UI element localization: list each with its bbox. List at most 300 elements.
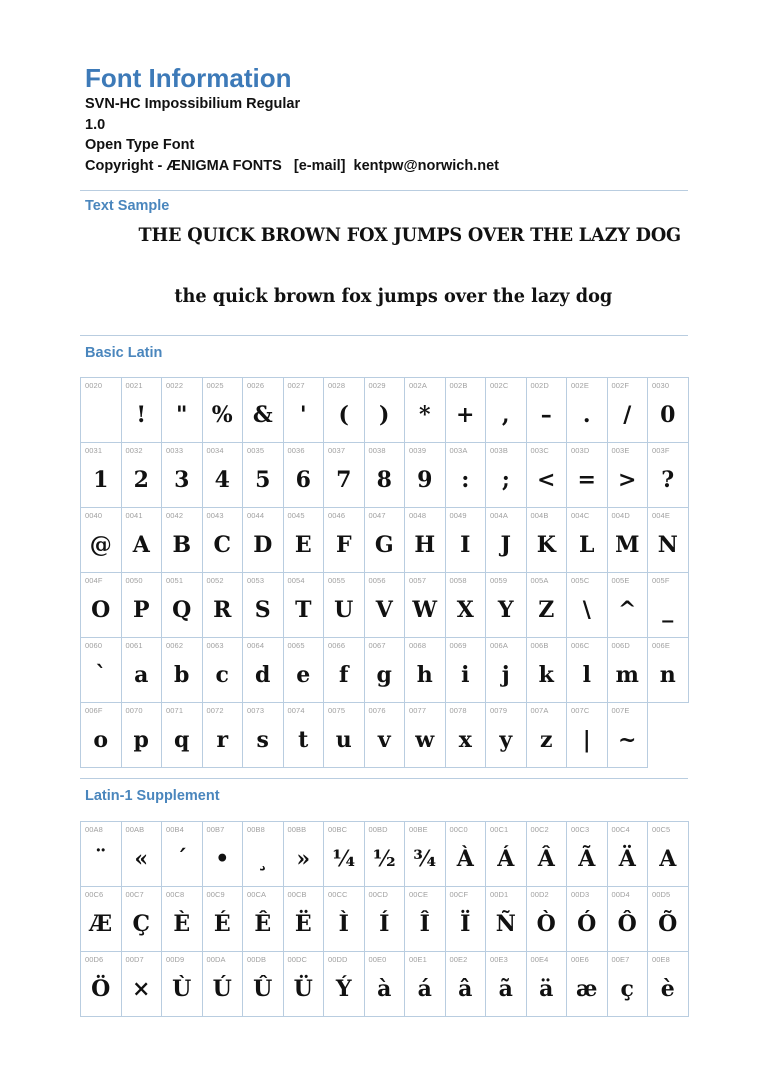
codepoint-label: 005E <box>611 576 630 585</box>
codepoint-label: 0074 <box>287 706 305 715</box>
codepoint-label: 00E4 <box>530 955 549 964</box>
codepoint-label: 00C8 <box>166 890 185 899</box>
glyph-cell <box>527 508 568 573</box>
glyph-preview: Ï <box>460 911 471 937</box>
glyph-cell <box>648 443 689 508</box>
glyph-preview: Õ <box>658 911 678 937</box>
glyph-cell <box>446 638 487 703</box>
codepoint-label: 002A <box>409 381 427 390</box>
glyph-preview: Ì <box>338 911 349 937</box>
glyph-cell <box>162 822 203 887</box>
glyph-cell <box>162 508 203 573</box>
glyph-cell <box>486 887 527 952</box>
glyph-preview: á <box>417 976 432 1002</box>
glyph-cell <box>243 887 284 952</box>
font-version: 1.0 <box>85 116 106 133</box>
codepoint-label: 0034 <box>206 446 224 455</box>
glyph-cell <box>284 822 325 887</box>
glyph-preview: ½ <box>372 846 396 872</box>
glyph-preview: K <box>536 532 556 558</box>
codepoint-label: 00DB <box>247 955 267 964</box>
glyph-cell <box>486 573 527 638</box>
glyph-cell <box>527 887 568 952</box>
glyph-preview: c <box>215 662 229 688</box>
codepoint-label: 004F <box>85 576 103 585</box>
codepoint-label: 003C <box>530 446 549 455</box>
glyph-preview: Ò <box>536 911 556 937</box>
codepoint-label: 00E0 <box>368 955 387 964</box>
codepoint-label: 00E1 <box>409 955 427 964</box>
glyph-preview: É <box>213 911 231 937</box>
glyph-cell <box>162 638 203 703</box>
codepoint-label: 004C <box>571 511 590 520</box>
glyph-cell <box>81 443 122 508</box>
codepoint-label: 00BB <box>287 825 307 834</box>
codepoint-label: 00C9 <box>206 890 225 899</box>
glyph-preview: q <box>174 727 190 753</box>
codepoint-label: 0047 <box>368 511 386 520</box>
codepoint-label: 0040 <box>85 511 103 520</box>
glyph-preview: z <box>540 727 553 753</box>
glyph-cell <box>284 443 325 508</box>
glyph-cell <box>324 378 365 443</box>
glyph-cell <box>486 443 527 508</box>
glyph-cell <box>527 638 568 703</box>
glyph-cell <box>405 952 446 1017</box>
page-title: Font Information <box>85 63 292 93</box>
codepoint-label: 003E <box>611 446 630 455</box>
codepoint-label: 0055 <box>328 576 346 585</box>
codepoint-label: 0038 <box>368 446 386 455</box>
codepoint-label: 0072 <box>206 706 224 715</box>
codepoint-label: 0058 <box>449 576 467 585</box>
glyph-cell <box>365 638 406 703</box>
glyph-cell <box>324 952 365 1017</box>
glyph-cell <box>405 443 446 508</box>
glyph-cell <box>162 703 203 768</box>
codepoint-label: 00CA <box>247 890 267 899</box>
codepoint-label: 0032 <box>125 446 143 455</box>
glyph-preview: Ã <box>578 846 596 872</box>
codepoint-label: 0021 <box>125 381 143 390</box>
glyph-preview: a <box>134 662 149 688</box>
glyph-cell <box>527 378 568 443</box>
codepoint-label: 00A8 <box>85 825 103 834</box>
glyph-cell <box>648 508 689 573</box>
codepoint-label: 0025 <box>206 381 224 390</box>
glyph-preview: Ç <box>132 911 150 937</box>
codepoint-label: 006D <box>611 641 630 650</box>
glyph-preview: Û <box>253 976 273 1002</box>
codepoint-label: 0043 <box>206 511 224 520</box>
glyph-cell <box>608 887 649 952</box>
glyph-cell <box>122 443 163 508</box>
glyph-preview: Z <box>538 597 555 623</box>
glyph-cell <box>203 887 244 952</box>
glyph-cell <box>81 573 122 638</box>
glyph-grid-basic-latin <box>80 377 689 768</box>
glyph-preview: ç <box>620 976 634 1002</box>
glyph-preview: ¨ <box>95 846 107 872</box>
glyph-cell <box>284 703 325 768</box>
glyph-preview: _ <box>662 597 674 623</box>
glyph-preview: * <box>418 402 431 428</box>
glyph-cell <box>608 638 649 703</box>
glyph-cell <box>405 887 446 952</box>
glyph-preview: 6 <box>295 467 311 493</box>
glyph-cell <box>203 573 244 638</box>
glyph-cell <box>608 443 649 508</box>
glyph-cell <box>608 703 649 768</box>
codepoint-label: 00D3 <box>571 890 590 899</box>
glyph-cell <box>284 952 325 1017</box>
codepoint-label: 00C6 <box>85 890 104 899</box>
glyph-preview: Ó <box>577 911 597 937</box>
codepoint-label: 0075 <box>328 706 346 715</box>
font-copyright: Copyright - ÆNIGMA FONTS [e-mail] kentpw@norwich.net <box>85 157 499 174</box>
codepoint-label: 007E <box>611 706 630 715</box>
codepoint-label: 0020 <box>85 381 103 390</box>
glyph-preview: n <box>659 662 676 688</box>
glyph-preview: R <box>213 597 232 623</box>
codepoint-label: 0048 <box>409 511 427 520</box>
glyph-preview: " <box>176 402 188 428</box>
codepoint-label: 0041 <box>125 511 143 520</box>
glyph-cell <box>122 952 163 1017</box>
codepoint-label: 006A <box>490 641 508 650</box>
glyph-preview: – <box>540 402 552 428</box>
divider <box>80 190 688 191</box>
codepoint-label: 0036 <box>287 446 305 455</box>
glyph-preview: ? <box>661 467 675 493</box>
glyph-preview: Ù <box>172 976 192 1002</box>
codepoint-label: 004A <box>490 511 508 520</box>
codepoint-label: 0045 <box>287 511 305 520</box>
codepoint-label: 00C2 <box>530 825 549 834</box>
glyph-cell <box>162 378 203 443</box>
glyph-cell <box>648 887 689 952</box>
codepoint-label: 00C3 <box>571 825 590 834</box>
glyph-cell <box>486 822 527 887</box>
glyph-preview: â <box>458 976 473 1002</box>
codepoint-label: 00DC <box>287 955 308 964</box>
codepoint-label: 00E2 <box>449 955 468 964</box>
glyph-preview: 1 <box>93 467 109 493</box>
glyph-cell <box>365 508 406 573</box>
glyph-preview: N <box>657 532 678 558</box>
codepoint-label: 00CE <box>409 890 429 899</box>
codepoint-label: 005A <box>530 576 549 585</box>
glyph-cell <box>405 508 446 573</box>
codepoint-label: 0065 <box>287 641 305 650</box>
glyph-preview: / <box>623 402 632 428</box>
glyph-preview: 2 <box>133 467 149 493</box>
sample-uppercase: THE QUICK BROWN FOX JUMPS OVER THE LAZY DOG <box>138 224 681 246</box>
glyph-cell <box>122 378 163 443</box>
glyph-cell <box>608 573 649 638</box>
glyph-preview: D <box>253 532 273 558</box>
glyph-preview: i <box>461 662 470 688</box>
codepoint-label: 0022 <box>166 381 184 390</box>
glyph-cell <box>203 822 244 887</box>
glyph-preview: + <box>456 402 475 428</box>
glyph-cell <box>162 887 203 952</box>
codepoint-label: 0060 <box>85 641 103 650</box>
glyph-preview: ( <box>338 402 349 428</box>
glyph-preview: ! <box>136 402 147 428</box>
glyph-cell <box>648 952 689 1017</box>
glyph-cell <box>243 822 284 887</box>
glyph-preview: : <box>461 467 470 493</box>
glyph-cell <box>648 573 689 638</box>
glyph-preview: s <box>256 727 269 753</box>
glyph-preview: W <box>412 597 438 623</box>
glyph-cell <box>527 822 568 887</box>
glyph-cell <box>203 443 244 508</box>
glyph-preview: m <box>615 662 639 688</box>
glyph-preview: P <box>132 597 150 623</box>
glyph-cell <box>203 378 244 443</box>
glyph-cell <box>284 573 325 638</box>
codepoint-label: 0030 <box>652 381 670 390</box>
glyph-cell <box>608 508 649 573</box>
glyph-cell <box>446 887 487 952</box>
codepoint-label: 00C5 <box>652 825 671 834</box>
codepoint-label: 0061 <box>125 641 143 650</box>
glyph-preview: Ü <box>293 976 313 1002</box>
glyph-cell <box>446 952 487 1017</box>
glyph-preview: Ú <box>212 976 232 1002</box>
codepoint-label: 005F <box>652 576 670 585</box>
glyph-preview: A <box>132 532 150 558</box>
codepoint-label: 003F <box>652 446 670 455</box>
glyph-cell <box>203 638 244 703</box>
codepoint-label: 0052 <box>206 576 224 585</box>
glyph-cell <box>486 638 527 703</box>
glyph-cell <box>446 573 487 638</box>
glyph-preview: à <box>377 976 392 1002</box>
glyph-cell <box>567 887 608 952</box>
codepoint-label: 0076 <box>368 706 386 715</box>
glyph-cell <box>405 638 446 703</box>
glyph-cell <box>243 508 284 573</box>
glyph-cell <box>203 703 244 768</box>
glyph-cell <box>567 952 608 1017</box>
codepoint-label: 00D2 <box>530 890 549 899</box>
glyph-preview: B <box>172 532 192 558</box>
glyph-cell <box>243 443 284 508</box>
glyph-preview: ¼ <box>332 846 356 872</box>
codepoint-label: 0035 <box>247 446 265 455</box>
codepoint-label: 0026 <box>247 381 265 390</box>
glyph-cell <box>203 952 244 1017</box>
glyph-preview: f <box>339 662 349 688</box>
glyph-preview: ) <box>379 402 390 428</box>
glyph-cell <box>243 638 284 703</box>
glyph-preview: Í <box>379 911 390 937</box>
glyph-cell <box>122 638 163 703</box>
glyph-cell <box>446 378 487 443</box>
glyph-cell <box>567 822 608 887</box>
glyph-preview: p <box>133 727 149 753</box>
glyph-cell <box>567 508 608 573</box>
glyph-preview: Ë <box>294 911 312 937</box>
codepoint-label: 00AB <box>125 825 145 834</box>
glyph-cell <box>284 887 325 952</box>
codepoint-label: 004B <box>530 511 549 520</box>
codepoint-label: 0067 <box>368 641 386 650</box>
glyph-preview: Æ <box>89 911 113 937</box>
codepoint-label: 005C <box>571 576 590 585</box>
glyph-preview: Ý <box>335 976 352 1002</box>
glyph-cell <box>122 887 163 952</box>
glyph-preview: S <box>254 597 271 623</box>
codepoint-label: 00C0 <box>449 825 468 834</box>
glyph-cell <box>122 703 163 768</box>
glyph-preview: k <box>538 662 554 688</box>
glyph-cell <box>648 822 689 887</box>
glyph-preview: Ê <box>254 911 272 937</box>
codepoint-label: 00BE <box>409 825 428 834</box>
glyph-preview: I <box>460 532 471 558</box>
glyph-preview: 4 <box>214 467 230 493</box>
glyph-preview: h <box>416 662 433 688</box>
codepoint-label: 00BD <box>368 825 388 834</box>
codepoint-label: 002B <box>449 381 468 390</box>
glyph-preview: L <box>579 532 595 558</box>
sample-lowercase: the quick brown fox jumps over the lazy dog <box>174 285 613 307</box>
glyph-cell <box>365 443 406 508</box>
glyph-preview: A <box>659 846 677 872</box>
codepoint-label: 00D9 <box>166 955 185 964</box>
glyph-cell <box>365 887 406 952</box>
glyph-cell <box>365 703 406 768</box>
glyph-preview: = <box>577 467 596 493</box>
glyph-cell <box>284 378 325 443</box>
glyph-preview: G <box>374 532 394 558</box>
glyph-preview: Á <box>497 846 515 872</box>
glyph-preview: U <box>334 597 354 623</box>
glyph-preview: C <box>213 532 231 558</box>
glyph-cell <box>284 508 325 573</box>
codepoint-label: 003B <box>490 446 508 455</box>
glyph-preview: u <box>335 727 352 753</box>
glyph-preview: È <box>173 911 191 937</box>
codepoint-label: 00D7 <box>125 955 144 964</box>
glyph-preview: O <box>91 597 111 623</box>
codepoint-label: 00CC <box>328 890 348 899</box>
glyph-cell <box>405 573 446 638</box>
glyph-cell <box>324 508 365 573</box>
codepoint-label: 0077 <box>409 706 427 715</box>
codepoint-label: 00B4 <box>166 825 184 834</box>
glyph-preview: J <box>500 532 511 558</box>
glyph-preview: o <box>93 727 109 753</box>
glyph-preview: g <box>376 662 392 688</box>
glyph-preview: @ <box>89 532 112 558</box>
glyph-preview: ; <box>501 467 510 493</box>
glyph-preview: M <box>615 532 640 558</box>
glyph-preview: ä <box>539 976 554 1002</box>
glyph-preview: « <box>134 846 149 872</box>
glyph-preview: ` <box>95 662 107 688</box>
glyph-cell <box>81 638 122 703</box>
glyph-preview: F <box>335 532 352 558</box>
codepoint-label: 00D6 <box>85 955 104 964</box>
codepoint-label: 0039 <box>409 446 427 455</box>
glyph-preview: Î <box>419 911 430 937</box>
codepoint-label: 0042 <box>166 511 184 520</box>
codepoint-label: 00B7 <box>206 825 225 834</box>
glyph-cell <box>446 703 487 768</box>
glyph-cell <box>567 638 608 703</box>
codepoint-label: 00C4 <box>611 825 630 834</box>
glyph-cell <box>81 703 122 768</box>
glyph-cell <box>648 378 689 443</box>
glyph-cell <box>405 822 446 887</box>
glyph-cell <box>324 638 365 703</box>
font-name: SVN-HC Impossibilium Regular <box>85 96 301 112</box>
glyph-preview: | <box>582 727 591 753</box>
glyph-cell <box>567 443 608 508</box>
glyph-cell <box>81 887 122 952</box>
glyph-cell <box>567 378 608 443</box>
glyph-preview: Ô <box>617 911 637 937</box>
codepoint-label: 004E <box>652 511 670 520</box>
glyph-cell <box>162 443 203 508</box>
glyph-cell <box>324 887 365 952</box>
glyph-preview: % <box>211 402 233 428</box>
codepoint-label: 0056 <box>368 576 386 585</box>
divider <box>80 778 688 779</box>
glyph-cell <box>324 573 365 638</box>
codepoint-label: 00DD <box>328 955 348 964</box>
codepoint-label: 00BC <box>328 825 348 834</box>
glyph-preview: ¾ <box>413 846 437 872</box>
glyph-cell <box>527 952 568 1017</box>
glyph-cell <box>608 378 649 443</box>
codepoint-label: 002E <box>571 381 589 390</box>
codepoint-label: 0051 <box>166 576 184 585</box>
glyph-preview: ^ <box>618 597 637 623</box>
codepoint-label: 0033 <box>166 446 184 455</box>
glyph-grid-latin1-supplement <box>80 821 689 1017</box>
section-heading-latin1-supplement: Latin-1 Supplement <box>85 788 220 804</box>
codepoint-label: 0066 <box>328 641 346 650</box>
codepoint-label: 0062 <box>166 641 184 650</box>
glyph-preview: ã <box>498 976 513 1002</box>
glyph-preview: < <box>537 467 556 493</box>
glyph-cell <box>365 952 406 1017</box>
codepoint-label: 00C7 <box>125 890 144 899</box>
codepoint-label: 0031 <box>85 446 103 455</box>
codepoint-label: 0028 <box>328 381 346 390</box>
codepoint-label: 0049 <box>449 511 467 520</box>
glyph-cell <box>81 378 122 443</box>
glyph-preview: ~ <box>618 727 637 753</box>
codepoint-label: 0037 <box>328 446 346 455</box>
glyph-cell <box>81 508 122 573</box>
codepoint-label: 0068 <box>409 641 427 650</box>
glyph-cell <box>486 952 527 1017</box>
glyph-preview: y <box>499 727 513 753</box>
glyph-cell <box>243 703 284 768</box>
glyph-cell <box>648 638 689 703</box>
glyph-preview: d <box>255 662 271 688</box>
glyph-preview: » <box>296 846 311 872</box>
glyph-cell <box>324 822 365 887</box>
codepoint-label: 0073 <box>247 706 265 715</box>
